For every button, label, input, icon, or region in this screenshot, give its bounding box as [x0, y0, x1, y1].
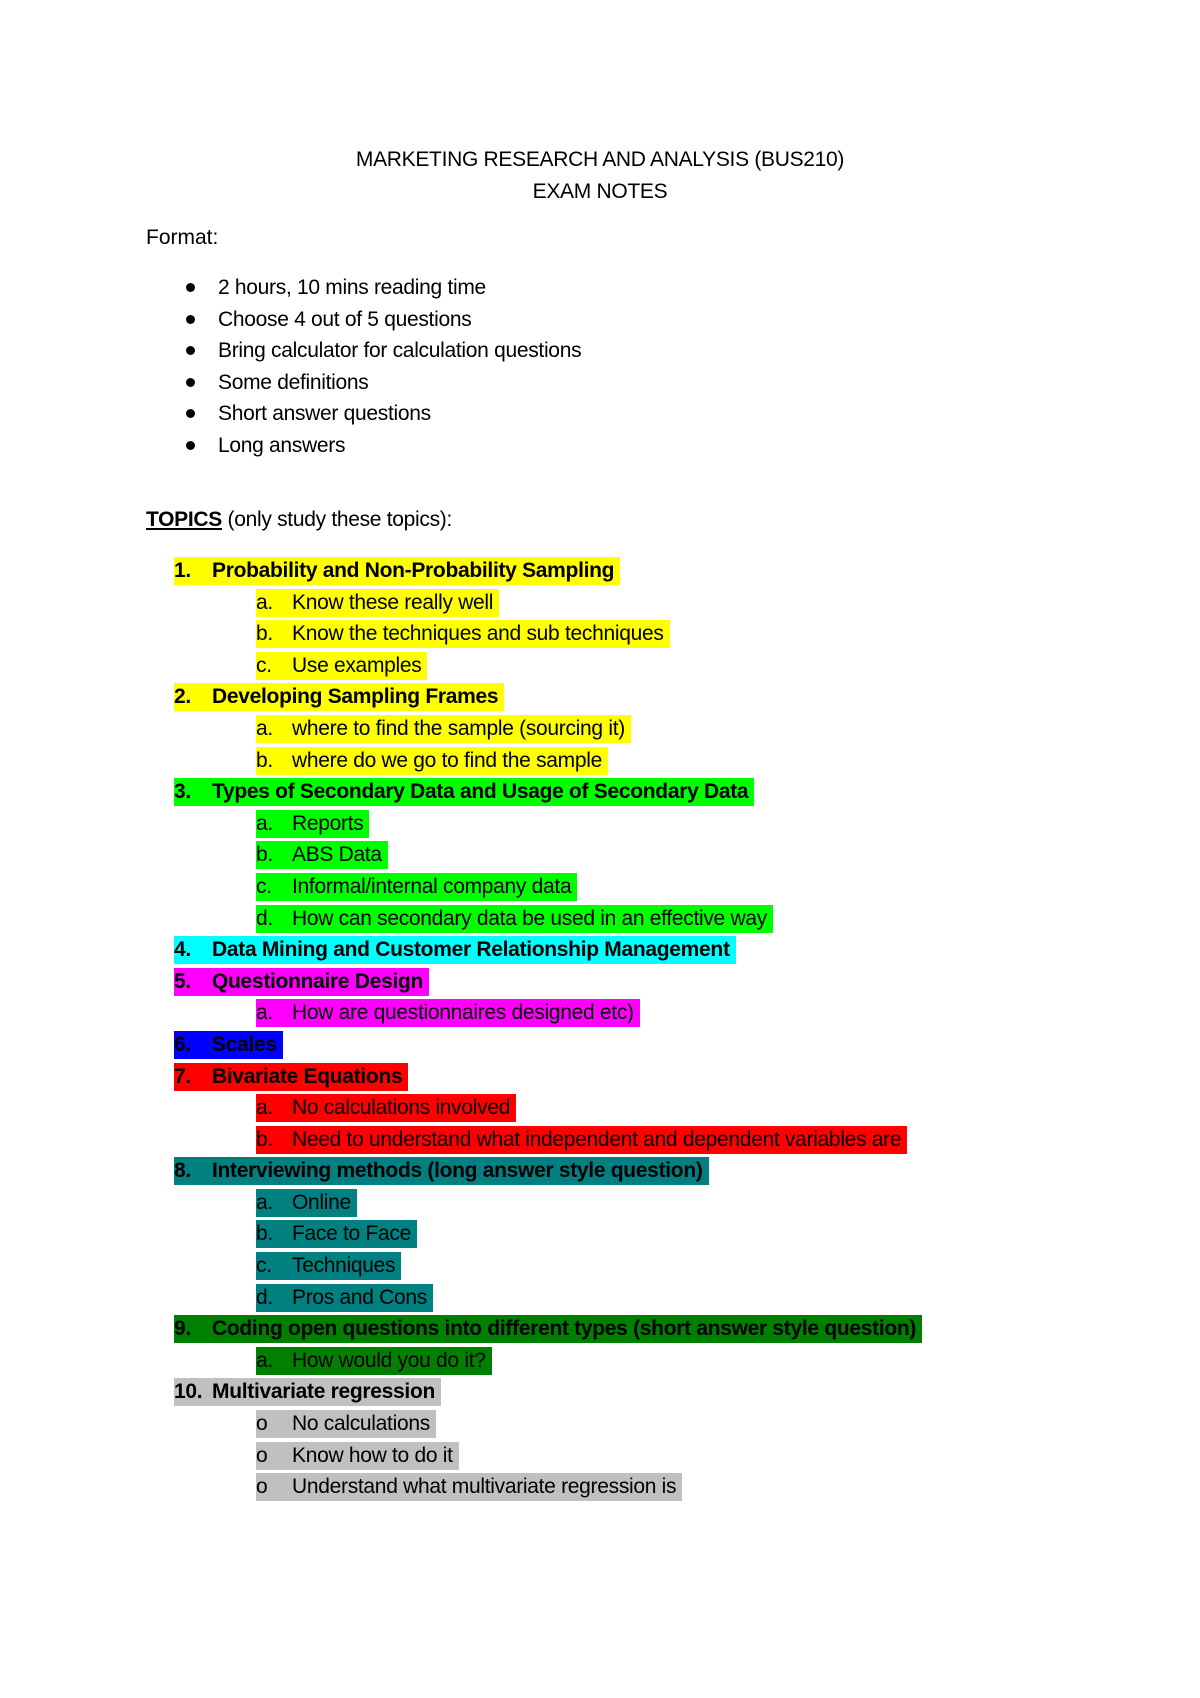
subtopic-marker: b. [256, 1127, 273, 1151]
topic-item [0, 1376, 1200, 1408]
subtopic-item [0, 1345, 1200, 1377]
topic-item [0, 1061, 1200, 1093]
topic-title: Coding open questions into different types (short answer style question) [212, 1317, 917, 1341]
topic-number: 6. [174, 1032, 191, 1056]
subtopic-text: Know these really well [292, 590, 494, 614]
bullet-icon [186, 283, 195, 292]
subtopic-item [0, 1218, 1200, 1250]
topic-item [0, 1313, 1200, 1345]
format-list [186, 272, 581, 462]
topic-number: 10. [174, 1380, 203, 1404]
subtopic-item [0, 650, 1200, 682]
subtopic-item [0, 997, 1200, 1029]
subtopic-text: Understand what multivariate regression is [292, 1475, 677, 1499]
subtopic-marker: c. [256, 874, 272, 898]
subtopic-text: Reports [292, 811, 364, 835]
topic-item [0, 966, 1200, 998]
subtopic-marker: o [256, 1475, 268, 1499]
subtopic-marker: b. [256, 843, 273, 867]
subtopic-marker: b. [256, 1222, 273, 1246]
topic-title: Multivariate regression [212, 1380, 436, 1404]
topic-item [0, 776, 1200, 808]
subtopic-text: ABS Data [292, 843, 382, 867]
topic-number: 4. [174, 938, 191, 962]
subtopic-text: How would you do it? [292, 1348, 486, 1372]
subtopic-marker: a. [256, 1001, 273, 1025]
bullet-icon [186, 378, 195, 387]
topic-number: 8. [174, 1159, 191, 1183]
subtopic-marker: b. [256, 622, 273, 646]
topic-title: Scales [212, 1032, 277, 1056]
subtopic-item [0, 1187, 1200, 1219]
subtopic-marker: a. [256, 716, 273, 740]
topic-number: 2. [174, 685, 191, 709]
subtopic-text: How can secondary data be used in an effective way [292, 906, 767, 930]
topic-number: 1. [174, 559, 191, 582]
topic-number: 9. [174, 1317, 191, 1341]
subtopic-text: Pros and Cons [292, 1285, 428, 1309]
subtopic-item [0, 1282, 1200, 1314]
subtopic-text: How are questionnaires designed etc) [292, 1001, 634, 1025]
subtopic-text: Use examples [292, 653, 422, 677]
subtopic-marker: b. [256, 748, 273, 772]
subtopic-marker: d. [256, 906, 273, 930]
subtopic-text: Online [292, 1190, 351, 1214]
topics-heading [146, 508, 452, 532]
list-item: Short answer questions [186, 398, 581, 430]
subtopic-marker: o [256, 1412, 268, 1436]
topics-heading-label: TOPICS [146, 508, 222, 531]
subtopic-item [0, 1408, 1200, 1440]
subtopic-marker: a. [256, 590, 273, 614]
topic-title: Probability and Non-Probability Sampling [212, 559, 615, 582]
topic-item [0, 555, 1200, 587]
subtopic-marker: a. [256, 1348, 273, 1372]
list-item: 2 hours, 10 mins reading time [186, 272, 581, 304]
list-item: Long answers [186, 430, 581, 462]
subtopic-text: Need to understand what independent and dependent variables are [292, 1127, 902, 1151]
topics-list [0, 555, 1200, 1503]
bullet-icon [186, 346, 195, 355]
format-label: Format: [146, 226, 219, 249]
subtopic-text: Face to Face [292, 1222, 411, 1246]
subtopic-item [0, 618, 1200, 650]
topic-title: Developing Sampling Frames [212, 685, 499, 709]
topic-item [0, 681, 1200, 713]
subtopic-text: Informal/internal company data [292, 874, 572, 898]
subtopic-text: Techniques [292, 1254, 396, 1278]
topic-title: Data Mining and Customer Relationship Management [212, 938, 730, 962]
bullet-icon [186, 441, 195, 450]
bullet-icon [186, 315, 195, 324]
list-item: Choose 4 out of 5 questions [186, 304, 581, 336]
topic-title: Questionnaire Design [212, 969, 424, 993]
subtopic-item [0, 1124, 1200, 1156]
subtopic-item [0, 903, 1200, 935]
subtopic-marker: a. [256, 811, 273, 835]
subtopic-marker: a. [256, 1190, 273, 1214]
subtopic-text: No calculations [292, 1412, 430, 1436]
subtopic-item [0, 1471, 1200, 1503]
subtopic-item [0, 871, 1200, 903]
subtopic-marker: o [256, 1443, 268, 1467]
subtopic-item [0, 839, 1200, 871]
topic-item [0, 1155, 1200, 1187]
subtopic-text: No calculations involved [292, 1096, 511, 1120]
topic-item [0, 934, 1200, 966]
subtopic-item [0, 1440, 1200, 1472]
bullet-icon [186, 409, 195, 418]
subtopic-item [0, 1092, 1200, 1124]
topic-title: Types of Secondary Data and Usage of Secondary Data [212, 780, 749, 804]
list-item: Bring calculator for calculation questions [186, 335, 581, 367]
subtopic-marker: c. [256, 653, 272, 677]
subtopic-marker: d. [256, 1285, 273, 1309]
topic-number: 7. [174, 1064, 191, 1088]
document-subtitle: EXAM NOTES [532, 180, 668, 203]
topics-heading-note: (only study these topics): [222, 508, 453, 531]
topic-number: 3. [174, 780, 191, 804]
subtopic-item [0, 808, 1200, 840]
document-title: MARKETING RESEARCH AND ANALYSIS (BUS210) [355, 148, 845, 171]
subtopic-item [0, 745, 1200, 777]
subtopic-marker: a. [256, 1096, 273, 1120]
subtopic-item [0, 713, 1200, 745]
subtopic-item [0, 1250, 1200, 1282]
subtopic-text: Know the techniques and sub techniques [292, 622, 664, 646]
subtopic-marker: c. [256, 1254, 272, 1278]
subtopic-text: where do we go to find the sample [292, 748, 602, 772]
topic-title: Bivariate Equations [212, 1064, 403, 1088]
topic-title: Interviewing methods (long answer style question) [212, 1159, 703, 1183]
subtopic-text: where to find the sample (sourcing it) [292, 716, 625, 740]
topic-item [0, 1029, 1200, 1061]
list-item: Some definitions [186, 367, 581, 399]
topic-number: 5. [174, 969, 191, 993]
subtopic-text: Know how to do it [292, 1443, 453, 1467]
subtopic-item [0, 587, 1200, 619]
